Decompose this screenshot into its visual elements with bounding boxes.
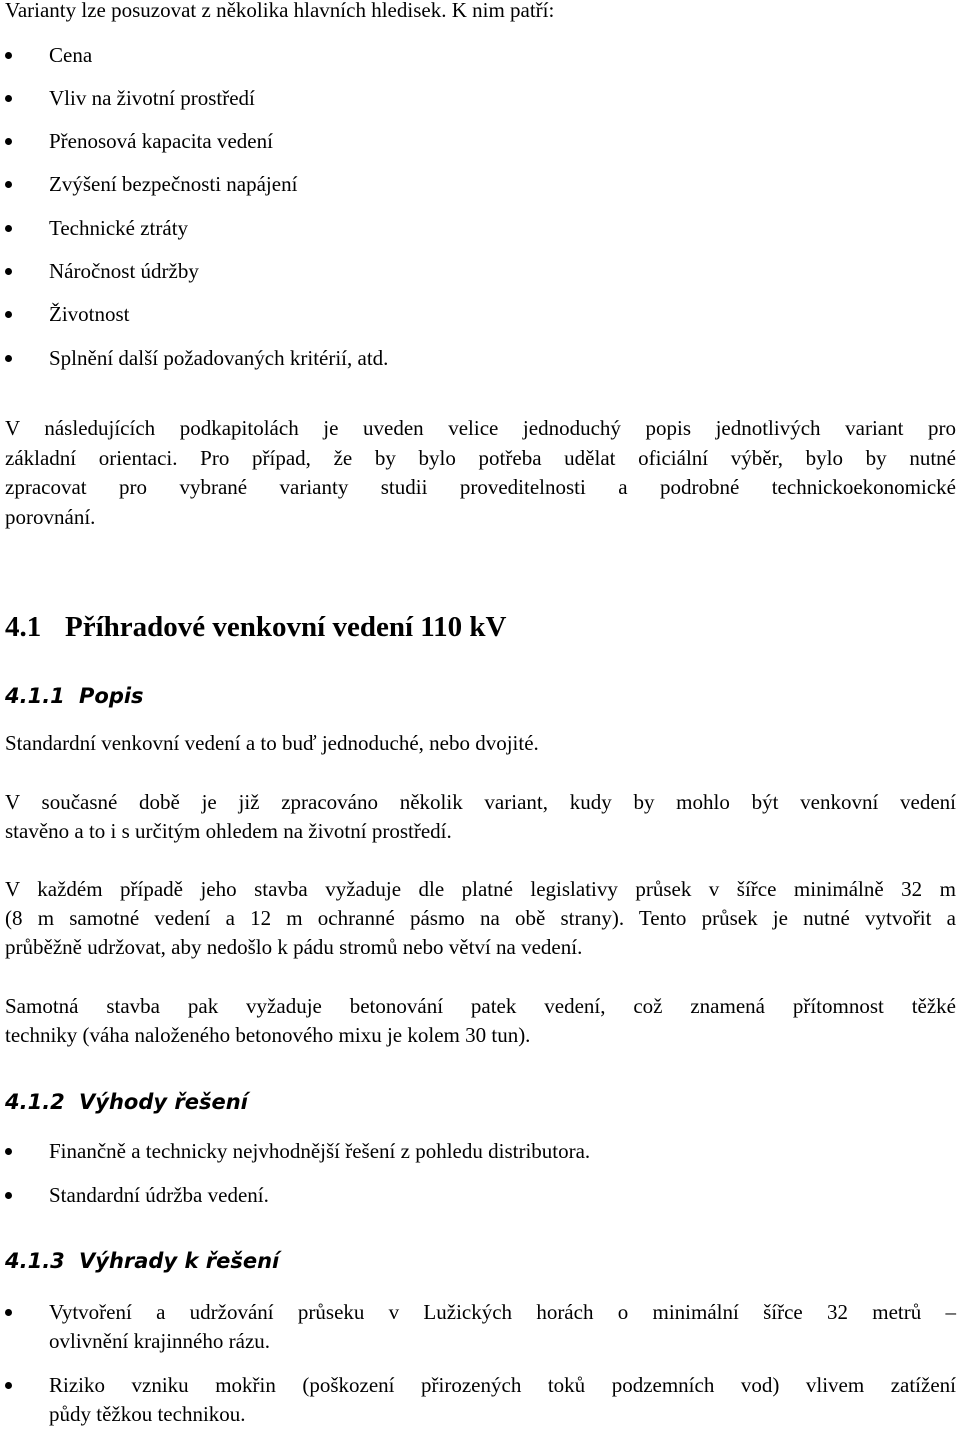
- paragraph-line: zpracovat pro vybrané varianty studii proveditelnosti a podrobné technickoekonomické: [5, 475, 956, 499]
- bullet-icon: [5, 311, 12, 318]
- bullet-icon: [5, 52, 12, 59]
- subsection-title: Výhody řešení: [79, 1090, 248, 1114]
- subsection-title: Popis: [79, 684, 144, 708]
- bullet-icon: [5, 1382, 12, 1389]
- paragraph-line: porovnání.: [5, 505, 96, 529]
- list-item: Vytvoření a udržování průseku v Lužických horách o minimální šířce 32 metrů – ovlivnění krajinného rázu.: [0, 1298, 956, 1356]
- bullet-icon: [5, 138, 12, 145]
- bullet-icon: [5, 268, 12, 275]
- bullet-icon: [5, 181, 12, 188]
- intro-paragraph: Varianty lze posuzovat z několika hlavních hledisek. K nim patří:: [5, 0, 555, 22]
- bullet-icon: [5, 1148, 12, 1155]
- subsection-number: 4.1.3: [5, 1249, 65, 1273]
- subsection-number: 4.1.2: [5, 1090, 65, 1114]
- bullet-icon: [5, 225, 12, 232]
- document-page: Varianty lze posuzovat z několika hlavních hledisek. K nim patří: Cena Vliv na životní prostředí Přenosová kapacita vedení Zvýšení bezpečnosti napájení Technické ztráty Náročnost údržby Životnost Splnění další požadovaných kritérií, atd. V následujících podkapitolách je uveden velice jednoduchý popis jednotlivých variant pro základní orientaci. Pro případ, že by bylo potřeba udělat oficiální výběr, bylo by nutné zpracovat pro vybrané varianty studii proveditelnosti a podrobné technickoekonomické porovnání. 4.1 Příhradové venkovní vedení 110 kV 4.1.1 Popis Standardní venkovní vedení a to buď jednoduché, nebo dvojité. V současné době je již zpracováno několik variant, kudy by mohlo být venkovní vedení stavěno a to i s určitým ohledem na životní prostředí. V každém případě jeho stavba vyžaduje dle platné legislativy průsek v šířce minimálně 32 m (8 m samotné vedení a 12 m ochranné pásmo na obě strany). Tento průsek je nutné vytvořit a průběžně udržovat, aby nedošlo k pádu stromů nebo větví na vedení. Samotná stavba pak vyžaduje betonování patek vedení, což znamená přítomnost těžké techniky (váha naloženého betonového mixu je kolem 30 tun). 4.1.2 Výhody řešení Finančně a technicky nejvhodnější řešení z pohledu distributora. Standardní údržba vedení. 4.1.3 Výhrady k řešení Vytvoření a udržování průseku v Lužických horách o minimální šířce 32 metrů – ovlivnění krajinného rázu. Riziko vzniku mokřin (poškození přirozených toků podzemních vod) vlivem zatížení půdy těžkou technikou.: [0, 0, 960, 1428]
- description-paragraph: Standardní venkovní vedení a to buď jednoduché, nebo dvojité.: [5, 731, 539, 755]
- paragraph-line: (8 m samotné vedení a 12 m ochranné pásmo na obě strany). Tento průsek je nutné vytvořit a: [5, 906, 956, 930]
- bullet-icon: [5, 355, 12, 362]
- paragraph-line: V současné době je již zpracováno několik variant, kudy by mohlo být venkovní vedení: [5, 790, 956, 814]
- section-number: 4.1: [5, 611, 42, 643]
- paragraph-line: V každém případě jeho stavba vyžaduje dle platné legislativy průsek v šířce minimálně 32 m: [5, 877, 956, 901]
- subsection-title: Výhrady k řešení: [79, 1249, 280, 1273]
- paragraph-line: Samotná stavba pak vyžaduje betonování patek vedení, což znamená přítomnost těžké: [5, 994, 956, 1018]
- list-item: Riziko vzniku mokřin (poškození přirozených toků podzemních vod) vlivem zatížení půdy těžkou technikou.: [0, 1371, 956, 1429]
- paragraph-line: stavěno a to i s určitým ohledem na životní prostředí.: [5, 819, 452, 843]
- bullet-icon: [5, 95, 12, 102]
- subsection-heading-vyhrady: [5, 1247, 279, 1275]
- paragraph-line: průběžně udržovat, aby nedošlo k pádu stromů nebo větví na vedení.: [5, 935, 583, 959]
- section-heading: [5, 610, 507, 644]
- subsection-heading-vyhody: [5, 1088, 248, 1116]
- subsection-heading-popis: [5, 682, 144, 710]
- bullet-icon: [5, 1192, 12, 1199]
- paragraph-line: techniky (váha naloženého betonového mixu je kolem 30 tun).: [5, 1023, 531, 1047]
- section-title: Příhradové venkovní vedení 110 kV: [65, 611, 507, 643]
- bullet-icon: [5, 1309, 12, 1316]
- paragraph-line: V následujících podkapitolách je uveden velice jednoduchý popis jednotlivých variant pro: [5, 416, 956, 440]
- subsection-number: 4.1.1: [5, 684, 65, 708]
- paragraph-line: základní orientaci. Pro případ, že by bylo potřeba udělat oficiální výběr, bylo by nutné: [5, 446, 956, 470]
